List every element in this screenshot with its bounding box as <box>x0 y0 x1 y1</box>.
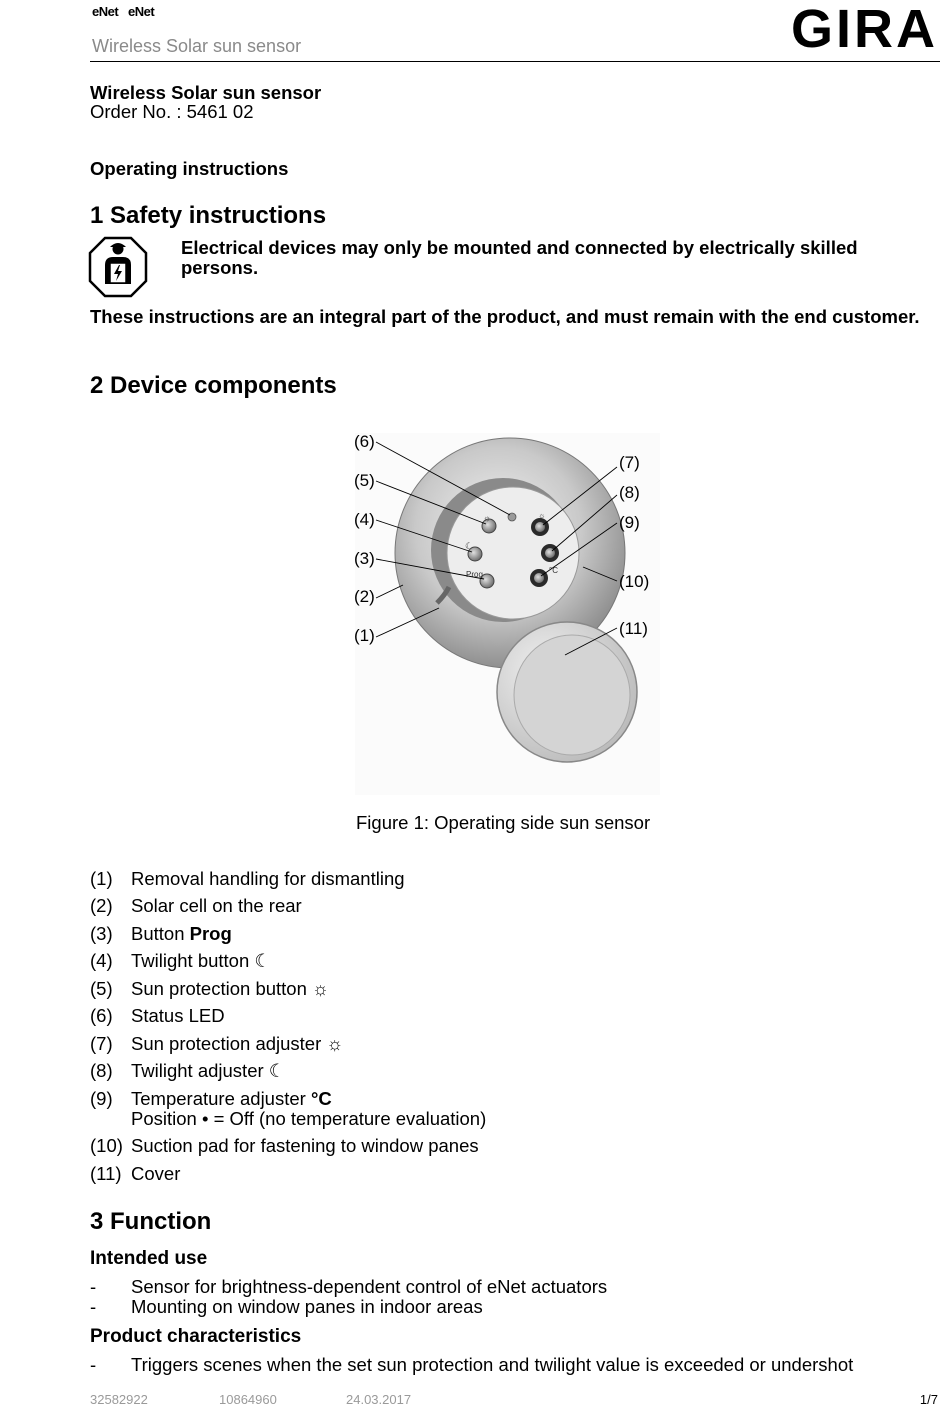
list-item: (2) Solar cell on the rear <box>90 895 302 916</box>
header-subtitle: Wireless Solar sun sensor <box>92 36 302 56</box>
order-number: Order No. : 5461 02 <box>90 101 254 122</box>
list-item-continuation: Position • = Off (no temperature evaluation) <box>131 1108 487 1129</box>
footer-date: 24.03.2017 <box>346 1392 412 1407</box>
footer-code-2: 10864960 <box>219 1392 277 1407</box>
svg-text:(9): (9) <box>619 513 640 532</box>
device-figure <box>345 425 665 805</box>
doc-type: Operating instructions <box>90 158 289 179</box>
section-2-heading: 2 Device components <box>90 372 337 399</box>
svg-text:(4): (4) <box>354 510 375 529</box>
page-number: 1/7 <box>919 1392 938 1407</box>
figure-caption: Figure 1: Operating side sun sensor <box>356 812 651 833</box>
svg-text:(7): (7) <box>619 453 640 472</box>
svg-text:(10): (10) <box>619 572 650 591</box>
product-name: Wireless Solar sun sensor <box>90 82 322 103</box>
svg-text:(8): (8) <box>619 483 640 502</box>
list-item: (3) Button Prog <box>90 923 232 944</box>
svg-text:(11): (11) <box>619 619 648 638</box>
svg-text:(2): (2) <box>354 587 375 606</box>
svg-text:(3): (3) <box>354 549 375 568</box>
brand-logo: GIRA <box>791 0 938 59</box>
svg-text:(1): (1) <box>354 626 375 645</box>
list-item: (8) Twilight adjuster ☾ <box>90 1060 286 1081</box>
characteristics-heading: Product characteristics <box>90 1326 302 1347</box>
list-item: - Triggers scenes when the set sun protection and twilight value is exceeded or undershot <box>90 1354 854 1375</box>
header-rule <box>90 61 940 62</box>
intended-use-heading: Intended use <box>90 1248 208 1269</box>
list-item: (11) Cover <box>90 1163 181 1184</box>
svg-text:☼: ☼ <box>538 511 546 520</box>
list-item: (7) Sun protection adjuster ☼ <box>90 1033 344 1054</box>
section-1-heading: 1 Safety instructions <box>90 202 327 229</box>
svg-text:(6): (6) <box>354 432 375 451</box>
list-item: - Mounting on window panes in indoor areas <box>90 1296 483 1317</box>
list-item: (4) Twilight button ☾ <box>90 950 271 971</box>
footer-code-1: 32582922 <box>90 1392 148 1407</box>
list-item: (6) Status LED <box>90 1005 225 1026</box>
svg-text:(5): (5) <box>354 471 375 490</box>
list-item: (9) Temperature adjuster °C <box>90 1088 332 1109</box>
safety-note-text: These instructions are an integral part of the product, and must remain with the end customer. <box>90 306 920 327</box>
section-3-heading: 3 Function <box>90 1208 212 1235</box>
enet-logo-2: eNet <box>128 4 155 19</box>
svg-text:☾: ☾ <box>465 541 474 551</box>
safety-warning-text: Electrical devices may only be mounted and connected by electrically skilled persons. <box>181 237 858 278</box>
enet-logo-1: eNet <box>92 4 119 19</box>
electrician-warning-icon <box>88 236 148 303</box>
svg-text:°C: °C <box>549 566 558 575</box>
list-item: (5) Sun protection button ☼ <box>90 978 329 999</box>
svg-text:☼: ☼ <box>483 513 492 523</box>
list-item: - Sensor for brightness-dependent control of eNet actuators <box>90 1276 608 1297</box>
list-item: (10) Suction pad for fastening to window panes <box>90 1135 479 1156</box>
list-item: (1) Removal handling for dismantling <box>90 868 405 889</box>
svg-text:Prog: Prog <box>466 570 483 579</box>
